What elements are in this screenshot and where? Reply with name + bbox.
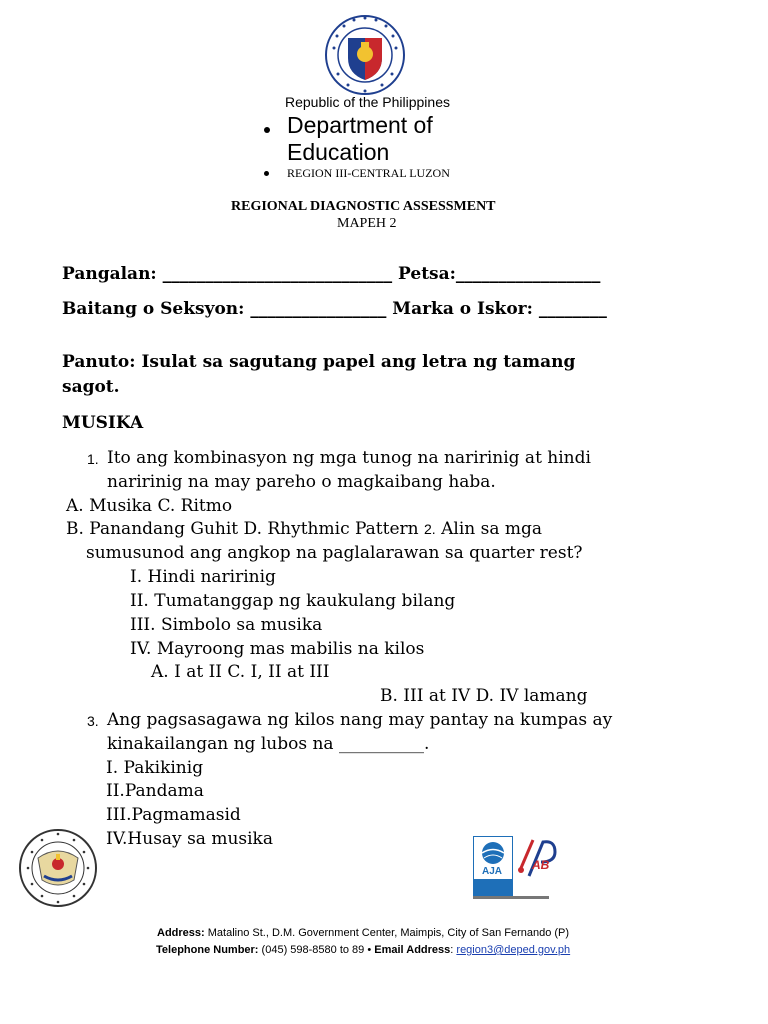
instructions-line2: sagot.	[62, 377, 120, 397]
answer-choices: A. I at II C. I, II at III	[151, 662, 330, 682]
email-link[interactable]: region3@deped.gov.ph	[456, 944, 571, 956]
statement-item: II.Pandama	[106, 781, 204, 801]
question-text: naririnig na may pareho o magkaibang haba.	[107, 472, 496, 492]
phone-value: (045) 598-8580 to 89 •	[261, 944, 375, 956]
section-score-fields: Baitang o Seksyon: ________________ Marka o Iskor: ________	[62, 299, 607, 319]
aja-certification-logo	[473, 836, 513, 896]
phone-label: Telephone Number:	[156, 944, 259, 956]
certificate-caption	[473, 896, 549, 899]
department-line1: Department of	[287, 112, 433, 138]
statement-item: III. Simbolo sa musika	[130, 615, 323, 635]
statement-item: IV. Mayroong mas mabilis na kilos	[130, 639, 425, 659]
bullet-icon	[264, 127, 270, 133]
region-line: REGION III-CENTRAL LUZON	[287, 166, 450, 180]
question-number: 1.	[87, 451, 99, 467]
question-text: sumusunod ang angkop na paglalarawan sa quarter rest?	[86, 543, 583, 563]
address-value: Matalino St., D.M. Government Center, Maimpis, City of San Fernando (P)	[207, 927, 570, 939]
question-text: Ito ang kombinasyon ng mga tunog na naririnig at hindi	[107, 448, 591, 468]
subject-title: MAPEH 2	[337, 216, 397, 231]
question-text: kinakailangan ng lubos na __________.	[107, 734, 430, 754]
section-heading: MUSIKA	[62, 413, 144, 433]
statement-item: IV.Husay sa musika	[106, 829, 273, 849]
globe-icon	[474, 837, 512, 867]
email-separator: :	[450, 944, 457, 956]
deped-seal-logo	[324, 14, 406, 96]
footer-contact	[156, 944, 570, 956]
answer-choices-text: B. Panandang Guhit D. Rhythmic Pattern	[66, 519, 419, 539]
bullet-icon	[264, 171, 269, 176]
statement-item: I. Pakikinig	[106, 758, 204, 778]
footer-address	[157, 927, 569, 939]
answer-choices: A. Musika C. Ritmo	[66, 496, 233, 516]
question-text: Ang pagsasagawa ng kilos nang may pantay na kumpas ay	[107, 710, 613, 730]
name-date-fields: Pangalan: ___________________________ Petsa:_________________	[62, 264, 601, 284]
statement-item: I. Hindi naririnig	[130, 567, 276, 587]
aja-label: AJA	[482, 866, 503, 877]
ab-label: AB	[532, 858, 550, 872]
aja-stripe	[474, 879, 512, 895]
instructions-line1: Panuto: Isulat sa sagutang papel ang letra ng tamang	[62, 352, 576, 372]
answer-choices	[66, 519, 542, 539]
address-label: Address:	[157, 927, 205, 939]
statement-item: II. Tumatanggap ng kaukulang bilang	[130, 591, 456, 611]
department-line2: Education	[287, 139, 390, 165]
regional-office-seal-logo	[18, 828, 98, 908]
question-text: Alin sa mga	[441, 519, 543, 539]
email-label: Email Address	[374, 944, 451, 956]
answer-choices: B. III at IV D. IV lamang	[380, 686, 588, 706]
assessment-title: REGIONAL DIAGNOSTIC ASSESSMENT	[231, 199, 496, 214]
question-number: 3.	[87, 713, 99, 729]
question-number: 2.	[424, 521, 436, 537]
republic-line: Republic of the Philippines	[285, 94, 450, 110]
statement-item: III.Pagmamasid	[106, 805, 241, 825]
